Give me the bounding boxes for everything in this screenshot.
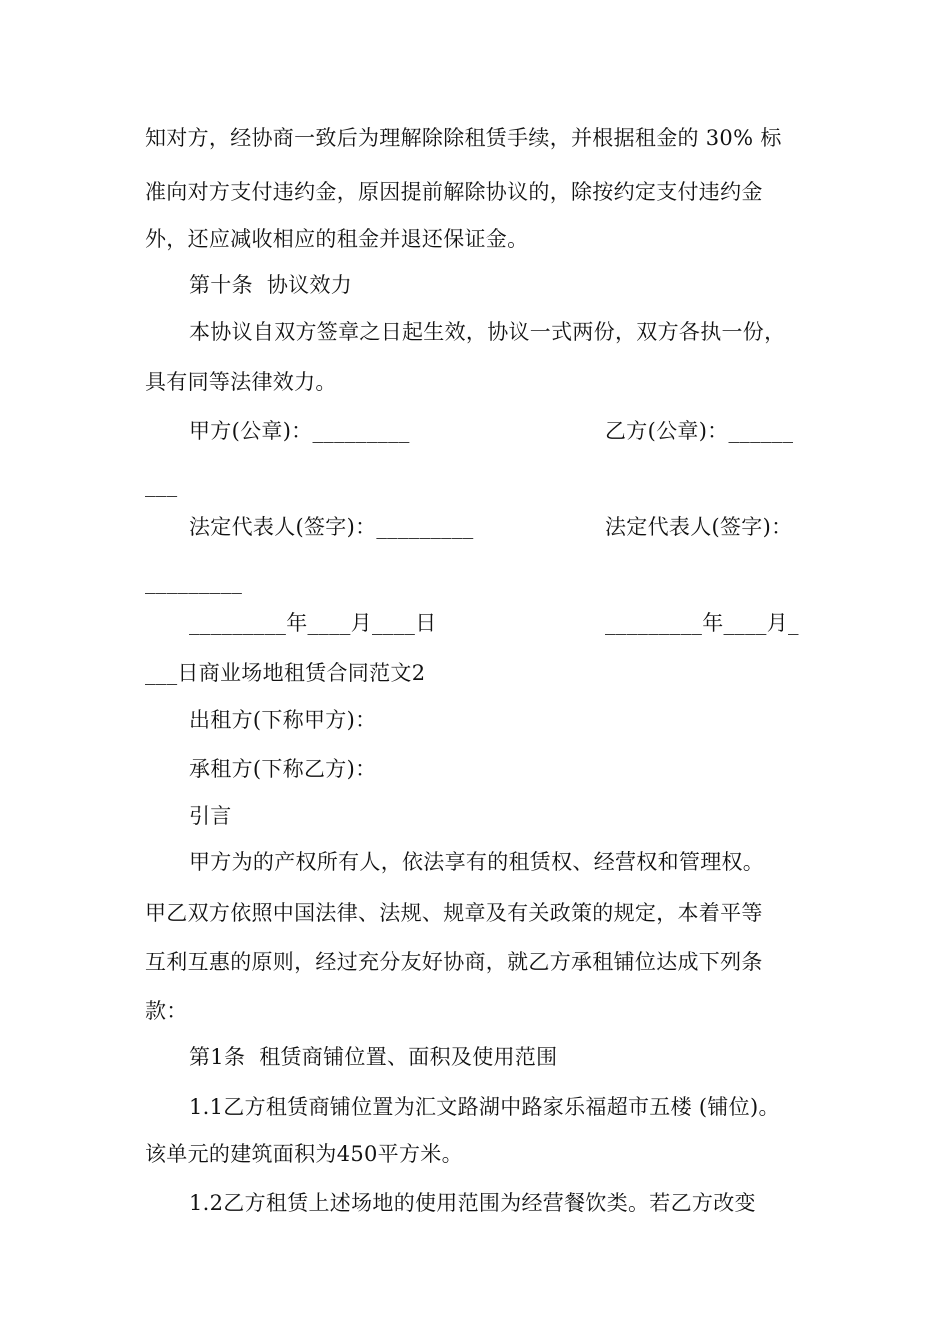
- paragraph-line: 款：: [145, 999, 188, 1023]
- signature-underline: _________: [145, 570, 243, 594]
- party-a-representative-line: 法定代表人(签字)：_________: [189, 515, 474, 539]
- paragraph-line: 知对方，经协商一致后为理解除除租赁手续，并根据租金的 30% 标: [145, 126, 782, 150]
- paragraph-line: 甲方为的产权所有人，依法享有的租赁权、经营权和管理权。: [189, 850, 765, 874]
- party-a-date-line: _________年____月____日: [189, 611, 437, 635]
- signature-underline: ___: [145, 473, 178, 497]
- paragraph-line: 互利互惠的原则，经过充分友好协商，就乙方承租铺位达成下列条: [145, 950, 763, 974]
- section-heading: 第1条 租赁商铺位置、面积及使用范围: [189, 1045, 558, 1069]
- paragraph-line: 甲乙双方依照中国法律、法规、规章及有关政策的规定，本着平等: [145, 901, 763, 925]
- lessee-line: 承租方(下称乙方)：: [189, 757, 377, 781]
- party-b-representative-line: 法定代表人(签字)：: [605, 515, 793, 539]
- party-a-seal-line: 甲方(公章)：_________: [189, 419, 410, 443]
- paragraph-line: 具有同等法律效力。: [145, 370, 337, 394]
- section-heading: 第十条 协议效力: [189, 273, 353, 297]
- lessor-line: 出租方(下称甲方)：: [189, 708, 377, 732]
- paragraph-line: 本协议自双方签章之日起生效，协议一式两份，双方各执一份，: [189, 320, 786, 344]
- document-title-line: ___日商业场地租赁合同范文2: [145, 661, 426, 685]
- paragraph-line: 1.1乙方租赁商铺位置为汇文路湖中路家乐福超市五楼 (铺位)。: [189, 1095, 780, 1119]
- paragraph-line: 准向对方支付违约金，原因提前解除协议的，除按约定支付违约金: [145, 180, 763, 204]
- party-b-date-line: _________年____月_: [605, 611, 799, 635]
- paragraph-line: 该单元的建筑面积为450平方米。: [145, 1142, 463, 1166]
- paragraph-line: 外，还应减收相应的租金并退还保证金。: [145, 227, 529, 251]
- section-heading: 引言: [189, 804, 232, 828]
- paragraph-line: 1.2乙方租赁上述场地的使用范围为经营餐饮类。若乙方改变: [189, 1191, 756, 1215]
- party-b-seal-line: 乙方(公章)：______: [605, 419, 794, 443]
